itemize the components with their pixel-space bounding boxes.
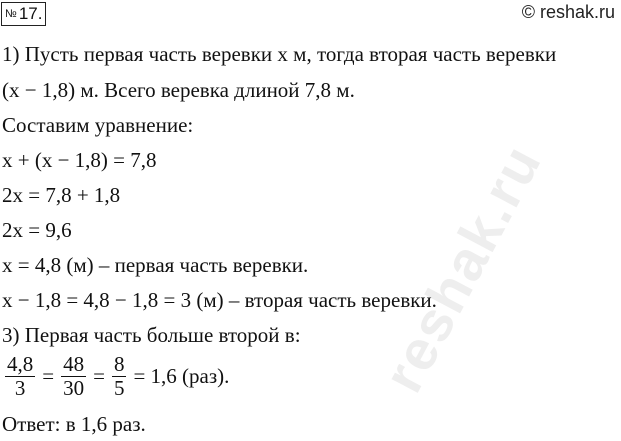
fraction-1-numerator: 4,8 [7, 351, 34, 376]
fraction-3 [112, 353, 127, 400]
fraction-2-denominator: 30 [63, 375, 85, 400]
fraction-1-denominator: 3 [14, 375, 26, 400]
copyright-text: © reshak.ru [521, 2, 615, 22]
solution-line-first-part: x = 4,8 (м) – первая часть веревки. [2, 253, 309, 277]
fraction-3-denominator: 5 [113, 375, 125, 400]
solution-line-second-part: x − 1,8 = 4,8 − 1,8 = 3 (м) – вторая часть веревки. [2, 288, 437, 312]
solution-line-compare: 3) Первая часть больше второй в: [2, 323, 301, 347]
equals-sign-1: = [42, 363, 55, 388]
equation-line-1: x + (x − 1,8) = 7,8 [2, 148, 157, 172]
fraction-3-numerator: 8 [113, 351, 125, 376]
fraction-calculation [2, 348, 233, 404]
fraction-2 [61, 353, 86, 400]
equation-line-3: 2x = 9,6 [2, 218, 72, 242]
task-number-badge [1, 2, 46, 26]
solution-line-2: (x − 1,8) м. Всего веревка длиной 7,8 м. [2, 78, 355, 102]
result-text: = 1,6 (раз). [133, 363, 230, 388]
fraction-1 [5, 353, 35, 400]
task-number: 17. [18, 4, 43, 23]
solution-line-1: 1) Пусть первая часть веревки x м, тогда вторая часть веревки [2, 42, 557, 66]
solution-line-3: Составим уравнение: [2, 113, 194, 137]
number-sign: № [5, 8, 17, 20]
equals-sign-2: = [93, 363, 105, 388]
fraction-2-numerator: 48 [63, 351, 85, 376]
answer-line: Ответ: в 1,6 раз. [2, 412, 146, 436]
equation-line-2: 2x = 7,8 + 1,8 [2, 183, 121, 207]
watermark-text: reshak.ru [370, 133, 554, 403]
